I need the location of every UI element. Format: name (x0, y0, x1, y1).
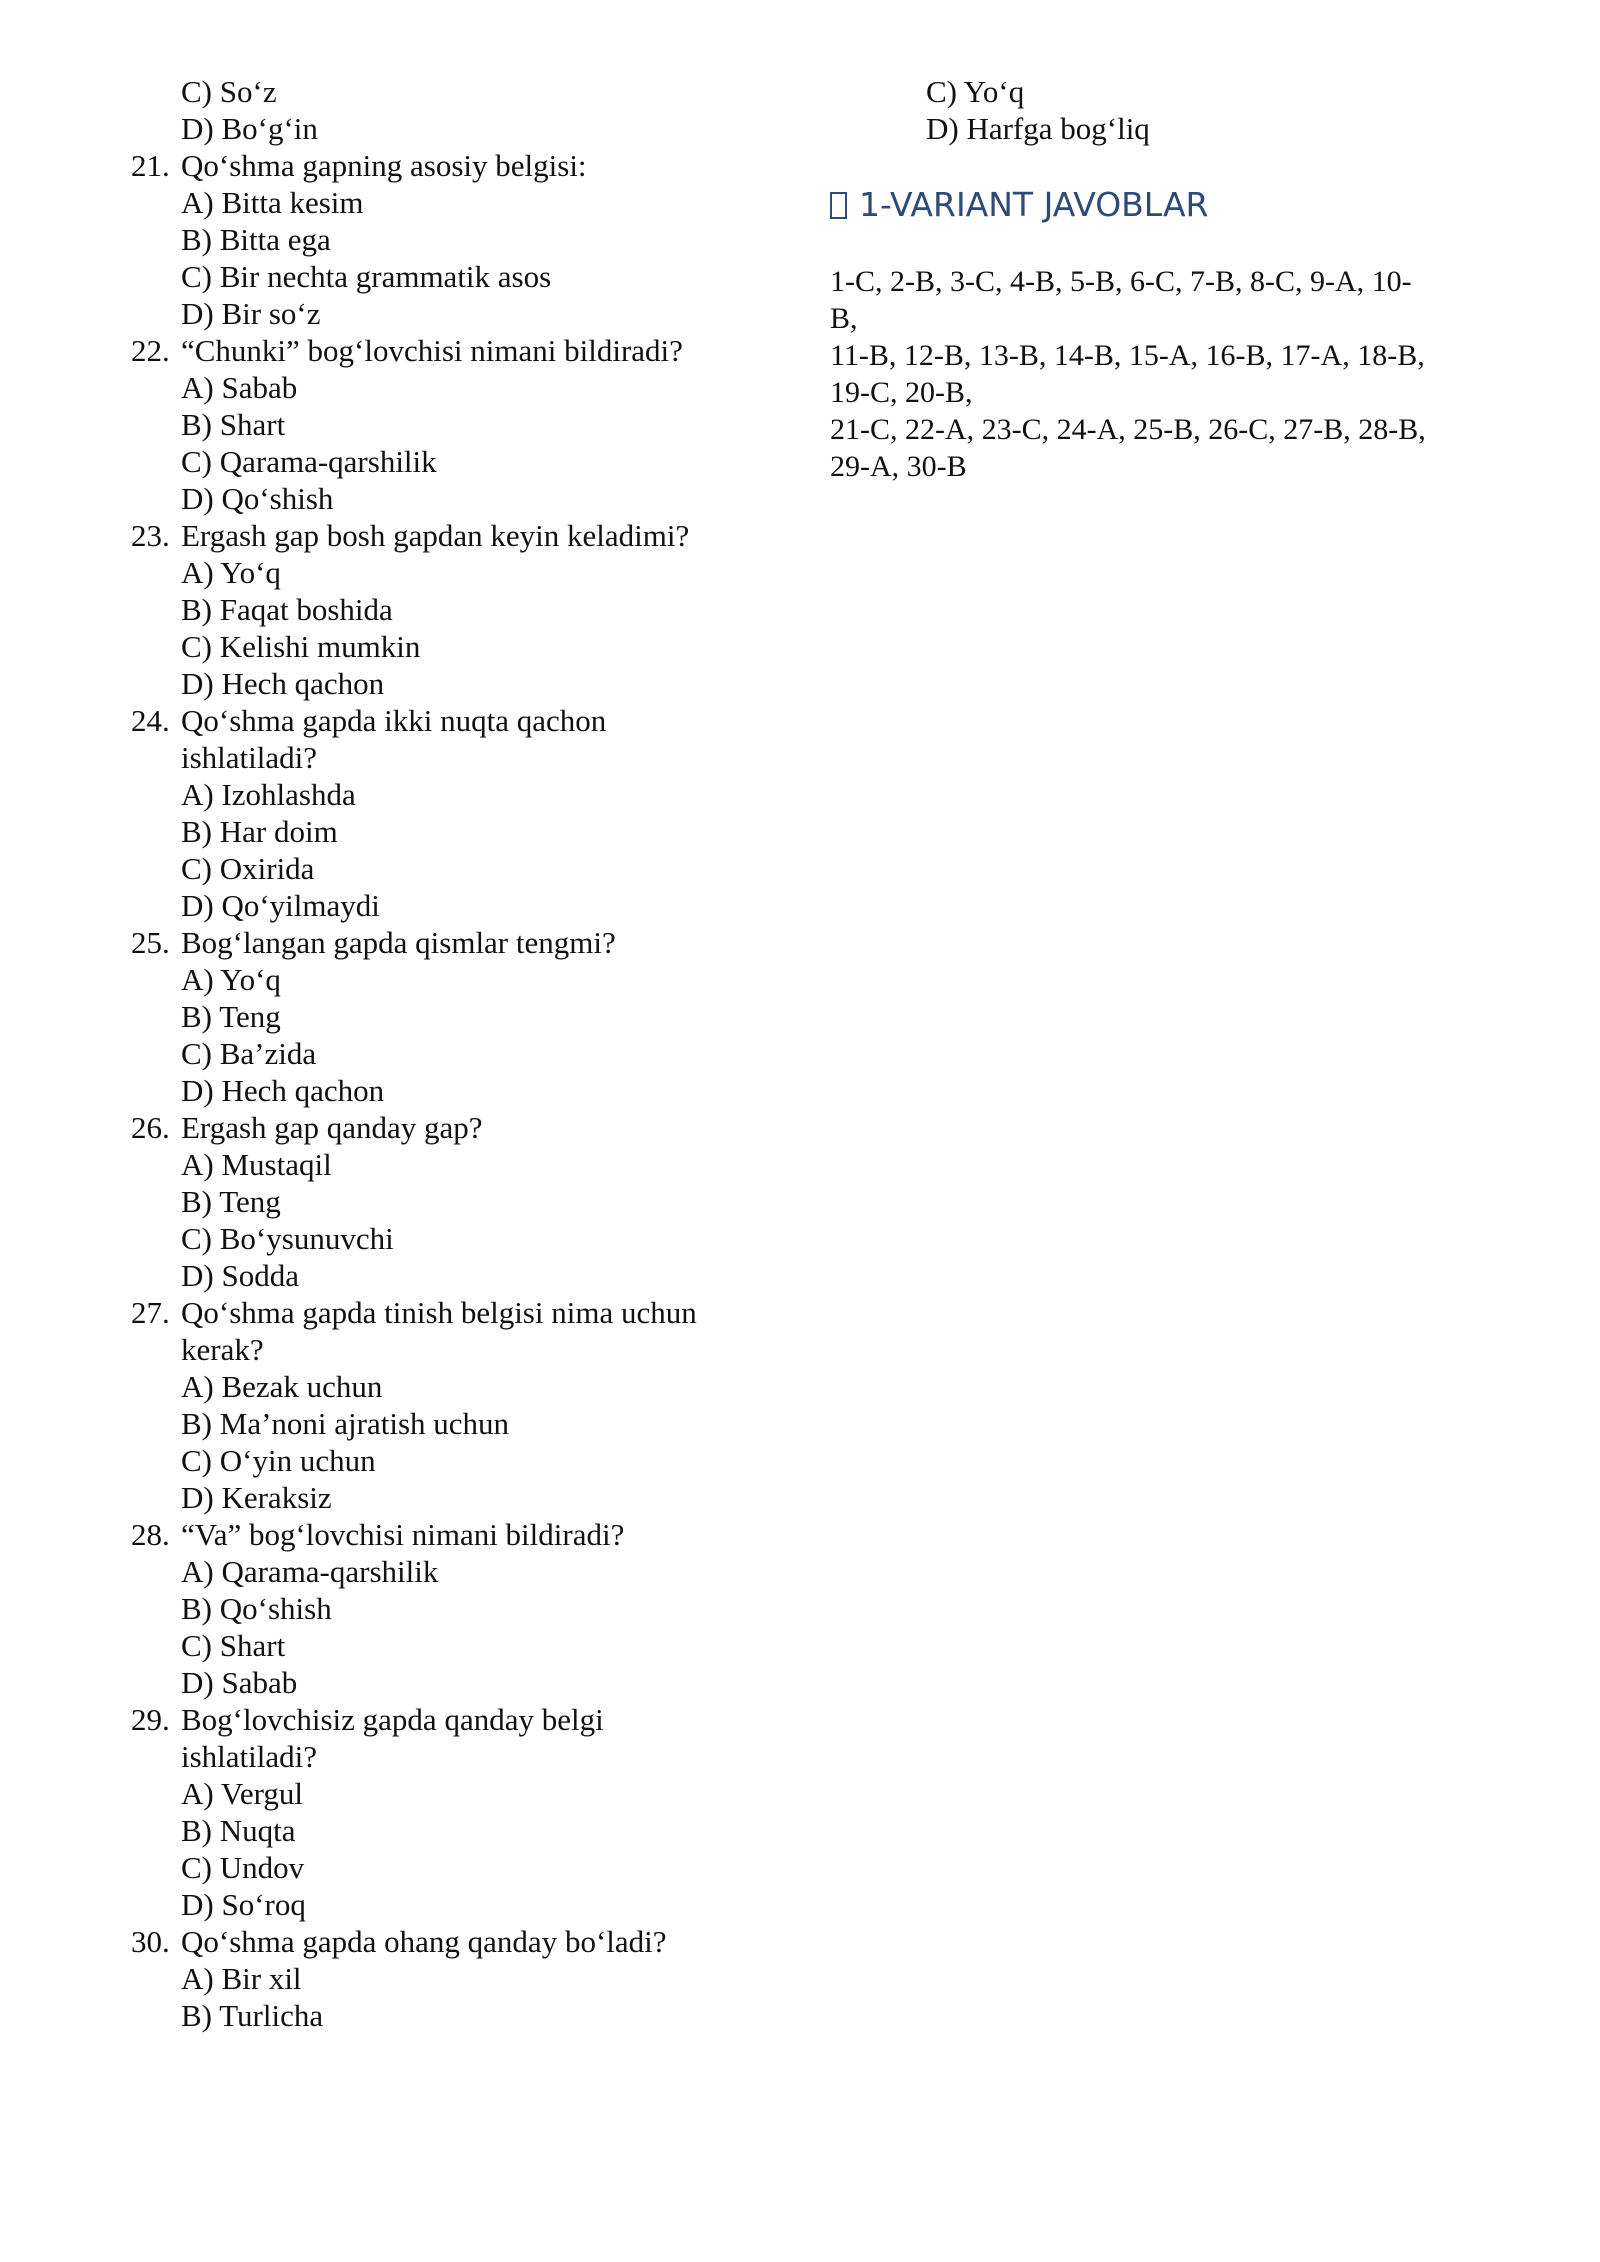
answer-key-line: 29-A, 30-B (830, 450, 967, 483)
answer-key-line: B, (830, 302, 858, 335)
answer-key-line: 1-C, 2-B, 3-C, 4-B, 5-B, 6-C, 7-B, 8-C, 9-A, 10- (830, 265, 1412, 298)
question-text: “Chunki” bog‘lovchisi nimani bildiradi? (181, 333, 683, 368)
option-d: D) Sodda (181, 1258, 299, 1293)
option-b: B) Ma’noni ajratish uchun (181, 1406, 510, 1441)
question-27 (131, 1294, 771, 1516)
option-b: B) Teng (181, 1184, 281, 1219)
question-number: 30. (131, 1924, 170, 1959)
right-column (830, 73, 1490, 485)
question-text: Qo‘shma gapda ikki nuqta qachon (181, 703, 607, 738)
question-28 (131, 1516, 771, 1701)
question-21 (131, 147, 771, 332)
option-a: A) Sabab (181, 370, 298, 405)
option-line: C) So‘z (181, 74, 277, 109)
option-d: D) Hech qachon (181, 1073, 385, 1108)
missing-glyph-box-icon (830, 192, 847, 219)
option-a: A) Yo‘q (181, 962, 281, 997)
question-number: 29. (131, 1702, 170, 1737)
option-a: A) Bir xil (181, 1961, 302, 1996)
continued-options (830, 73, 1490, 147)
option-b: B) Qo‘shish (181, 1591, 332, 1626)
question-text: Ergash gap bosh gapdan keyin keladimi? (181, 518, 690, 553)
option-b: B) Teng (181, 999, 281, 1034)
option-a: A) Qarama-qarshilik (181, 1554, 439, 1589)
option-d: D) Hech qachon (181, 666, 385, 701)
option-c: C) Bir nechta grammatik asos (181, 259, 552, 294)
question-text: Bog‘langan gapda qismlar tengmi? (181, 925, 616, 960)
option-b: B) Turlicha (181, 1998, 324, 2033)
question-number: 25. (131, 925, 170, 960)
option-b: B) Har doim (181, 814, 338, 849)
option-c: C) Qarama-qarshilik (181, 444, 437, 479)
question-26 (131, 1109, 771, 1294)
option-c: C) Undov (181, 1850, 305, 1885)
question-number: 28. (131, 1517, 170, 1552)
answer-key (830, 263, 1490, 485)
question-text: Qo‘shma gapning asosiy belgisi: (181, 148, 587, 183)
question-25 (131, 924, 771, 1109)
question-30 (131, 1923, 771, 2034)
question-text-continued: kerak? (181, 1332, 264, 1367)
option-d: D) Sabab (181, 1665, 298, 1700)
question-22 (131, 332, 771, 517)
question-23 (131, 517, 771, 702)
question-text: Ergash gap qanday gap? (181, 1110, 483, 1145)
option-a: A) Bitta kesim (181, 185, 364, 220)
option-c: C) O‘yin uchun (181, 1443, 376, 1478)
option-b: B) Bitta ega (181, 222, 331, 257)
option-d: D) Qo‘shish (181, 481, 334, 516)
option-c: C) Yo‘q (926, 74, 1025, 109)
question-29 (131, 1701, 771, 1923)
question-24 (131, 702, 771, 924)
option-c: C) Ba’zida (181, 1036, 317, 1071)
option-a: A) Izohlashda (181, 777, 356, 812)
question-number: 27. (131, 1295, 170, 1330)
question-number: 22. (131, 333, 170, 368)
option-a: A) Bezak uchun (181, 1369, 383, 1404)
option-c: C) Bo‘ysunuvchi (181, 1221, 394, 1256)
option-c: C) Oxirida (181, 851, 315, 886)
question-text-continued: ishlatiladi? (181, 1739, 318, 1774)
option-d: D) Qo‘yilmaydi (181, 888, 380, 923)
question-number: 21. (131, 148, 170, 183)
option-d: D) Harfga bog‘liq (926, 111, 1150, 146)
question-text: Qo‘shma gapda ohang qanday bo‘ladi? (181, 1924, 667, 1959)
option-a: A) Mustaqil (181, 1147, 332, 1182)
question-text: “Va” bog‘lovchisi nimani bildiradi? (181, 1517, 625, 1552)
answers-heading (830, 183, 1490, 227)
option-b: B) Shart (181, 407, 286, 442)
option-d: D) Keraksiz (181, 1480, 332, 1515)
question-text: Qo‘shma gapda tinish belgisi nima uchun (181, 1295, 697, 1330)
option-c: C) Shart (181, 1628, 286, 1663)
question-number: 23. (131, 518, 170, 553)
answer-key-line: 11-B, 12-B, 13-B, 14-B, 15-A, 16-B, 17-A, 18-B, (830, 339, 1425, 372)
answers-heading-text: 1-VARIANT JAVOBLAR (859, 185, 1209, 224)
option-c: C) Kelishi mumkin (181, 629, 421, 664)
question-text-continued: ishlatiladi? (181, 740, 318, 775)
answer-key-line: 19-C, 20-B, (830, 376, 973, 409)
question-number: 26. (131, 1110, 170, 1145)
question-text: Bog‘lovchisiz gapda qanday belgi (181, 1702, 604, 1737)
option-line: D) Bo‘g‘in (181, 111, 318, 146)
option-a: A) Yo‘q (181, 555, 281, 590)
option-d: D) So‘roq (181, 1887, 306, 1922)
question-number: 24. (131, 703, 170, 738)
option-b: B) Nuqta (181, 1813, 296, 1848)
option-a: A) Vergul (181, 1776, 303, 1811)
option-d: D) Bir so‘z (181, 296, 321, 331)
left-column (131, 73, 771, 2034)
answer-key-line: 21-C, 22-A, 23-C, 24-A, 25-B, 26-C, 27-B, 28-B, (830, 413, 1426, 446)
option-b: B) Faqat boshida (181, 592, 393, 627)
